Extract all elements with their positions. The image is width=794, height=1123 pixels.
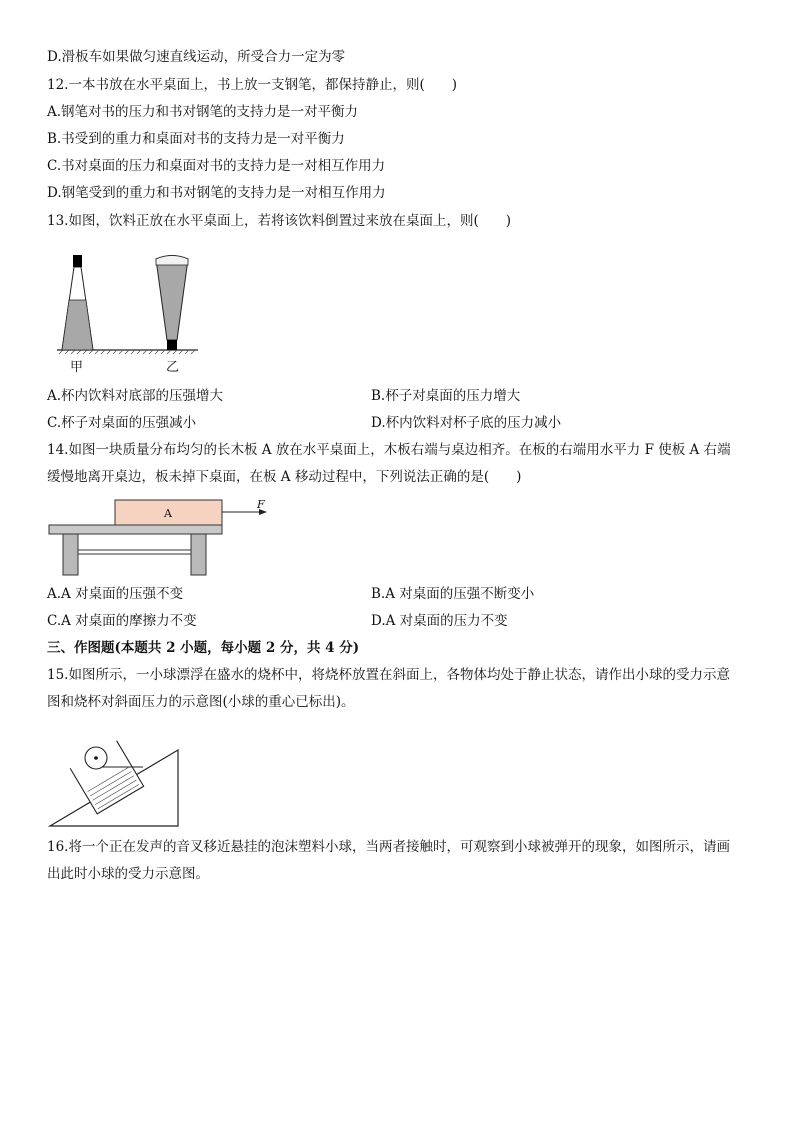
q13-stem: 13.如图，饮料正放在水平桌面上，若将该饮料倒置过来放在桌面上，则( ) [47,213,512,229]
q16-line1: 16.将一个正在发声的音叉移近悬挂的泡沫塑料小球，当两者接触时，可观察到小球被弹开的现象，如图所示，请画 [47,839,730,855]
q15-line1: 15.如图所示，一小球漂浮在盛水的烧杯中，将烧杯放置在斜面上，各物体均处于静止状态，请作出小球的受力示意 [47,667,730,683]
q12-option-c: C.书对桌面的压力和桌面对书的支持力是一对相互作用力 [47,158,386,174]
bottle-yi-air [156,256,188,266]
bottle-jia-liquid [62,300,93,350]
q14-option-c: C.A 对桌面的摩擦力不变 [47,613,197,629]
q13-option-a: A.杯内饮料对底部的压强增大 [47,388,224,404]
q14-stem-line2: 缓慢地离开桌边，板未掉下桌面，在板 A 移动过程中，下列说法正确的是( ) [47,469,522,485]
q12-option-b: B.书受到的重力和桌面对书的支持力是一对平衡力 [47,131,345,147]
table-leg-right [191,534,206,575]
label-yi: 乙 [166,360,180,375]
q14-option-b: B.A 对桌面的压强不断变小 [371,586,535,602]
q12-option-d: D.钢笔受到的重力和书对钢笔的支持力是一对相互作用力 [47,185,386,201]
bottle-yi-cap [167,340,177,350]
q12-stem: 12.一本书放在水平桌面上，书上放一支钢笔，都保持静止，则( ) [47,77,458,93]
q14-figure [45,495,275,580]
q11-option-d: D.滑板车如果做匀速直线运动，所受合力一定为零 [47,49,346,65]
q16-line2: 出此时小球的受力示意图。 [47,866,209,882]
table-top [49,525,222,534]
table-leg-left [63,534,78,575]
label-jia: 甲 [70,360,84,375]
q13-option-d: D.杯内饮料对杯子底的压力减小 [371,415,562,431]
ball-center-of-gravity [94,756,98,760]
section3-heading: 三、作图题(本题共 2 小题，每小题 2 分，共 4 分) [47,640,360,656]
q15-line2: 图和烧杯对斜面压力的示意图(小球的重心已标出)。 [47,694,355,710]
q14-option-d: D.A 对桌面的压力不变 [371,613,508,629]
q14-option-a: A.A 对桌面的压强不变 [47,586,184,602]
q13-figure [55,250,215,375]
bottle-jia-cap [73,255,82,267]
q13-option-c: C.杯子对桌面的压强减小 [47,415,197,431]
board-a-label: A [164,507,172,520]
q13-option-b: B.杯子对桌面的压力增大 [371,388,521,404]
q15-figure [48,722,183,830]
bottle-yi-liquid [156,256,188,341]
q12-option-a: A.钢笔对书的压力和书对钢笔的支持力是一对平衡力 [47,104,359,120]
force-label: F [257,498,265,511]
q14-stem-line1: 14.如图一块质量分布均匀的长木板 A 放在水平桌面上，木板右端与桌边相齐。在板的右端用水平力 F 使板 A 右端 [47,442,731,458]
